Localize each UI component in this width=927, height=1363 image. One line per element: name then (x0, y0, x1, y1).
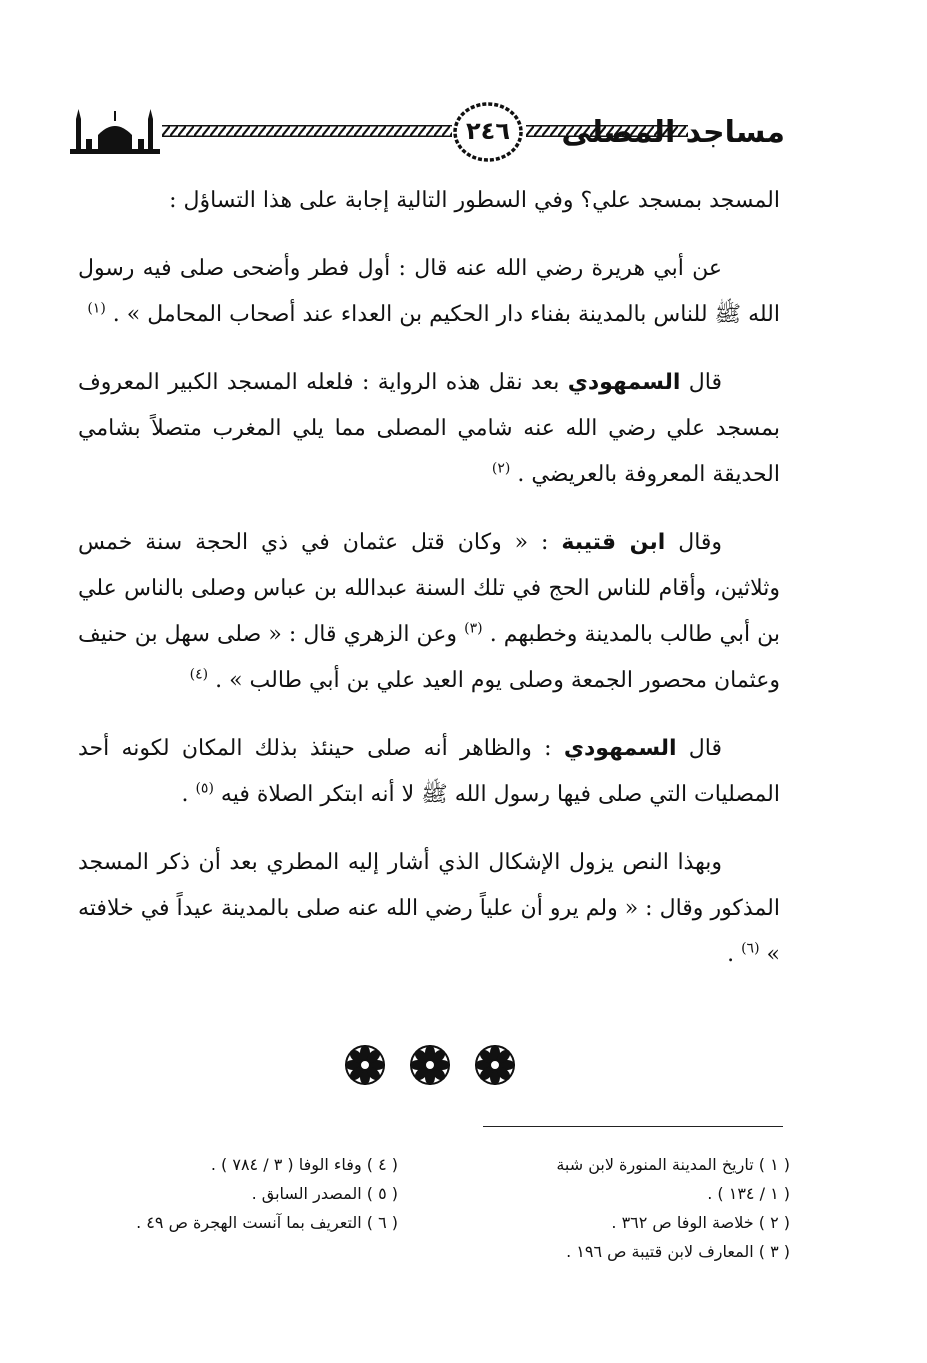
footnote-ref[interactable]: (٤) (189, 666, 209, 683)
author-name: السمهودي (567, 370, 681, 395)
mosque-icon (70, 105, 160, 157)
flower-icon (345, 1045, 385, 1085)
paragraph-lead: وقال (678, 530, 723, 555)
paragraph-tail: . (181, 782, 189, 807)
paragraph (78, 360, 780, 498)
author-name: السمهودي (563, 736, 677, 761)
footnote-item: ( ٣ ) المعارف لابن قتيبة ص ١٩٦ . (566, 1242, 790, 1261)
footnotes-right-column (460, 1150, 790, 1266)
book-title: مساجد المصلى (561, 115, 785, 150)
footnotes-left-column (88, 1150, 398, 1237)
flower-icon (475, 1045, 515, 1085)
footnote-item: ( ٤ ) وفاء الوفا ( ٣ / ٧٨٤ ) . (210, 1155, 398, 1174)
footnote-item: ( ٢ ) خلاصة الوفا ص ٣٦٢ . (611, 1213, 790, 1232)
paragraph (78, 178, 780, 224)
paragraph-text: عن أبي هريرة رضي الله عنه قال : أول فطر وأضحى صلى فيه رسول الله ﷺ للناس بالمدينة بفناء دار الحكيم بن العداء عند أصحاب المحامل » . (78, 256, 780, 327)
paragraph-text: وبهذا النص يزول الإشكال الذي أشار إليه المطري بعد أن ذكر المسجد المذكور وقال : « ولم يرو أن علياً رضي الله عنه صلى بالمدينة عيداً في خلافته » (78, 850, 780, 967)
footnote-ref[interactable]: (١) (87, 300, 106, 317)
paragraph-text: المسجد بمسجد علي؟ وفي السطور التالية إجابة على هذا التساؤل : (169, 188, 780, 213)
footnote-item: ( ٥ ) المصدر السابق . (251, 1184, 398, 1203)
paragraph-text: وعن الزهري قال : « صلى سهل بن حنيف وعثمان محصور الجمعة وصلى يوم العيد علي بن أبي طالب » . (78, 622, 780, 693)
paragraph (78, 246, 780, 338)
flower-ornaments (335, 1040, 525, 1090)
footnote-separator (483, 1126, 783, 1127)
page-number: ٢٤٦ (466, 117, 510, 145)
paragraph (78, 520, 780, 704)
footnotes (90, 1150, 790, 1270)
paragraph-text: : « وكان قتل عثمان في ذي الحجة سنة خمس وثلاثين، وأقام للناس الحج في تلك السنة عبدالله بن عباس وصلى بالناس علي بن أبي طالب بالمدينة وخطبهم . (78, 530, 781, 647)
footnote-ref[interactable]: (٥) (195, 780, 214, 797)
paragraph-text: : والظاهر أنه صلى حينئذ بذلك المكان لكونه أحد المصليات التي صلى فيها رسول الله ﷺ لا أنه ابتكر الصلاة فيه (78, 736, 780, 807)
footnote-ref[interactable]: (٦) (741, 940, 760, 957)
paragraph-lead: قال (688, 370, 722, 395)
paragraph (78, 840, 780, 978)
footnote-item: ( ١ ) تاريخ المدينة المنورة لابن شبة (556, 1155, 790, 1174)
paragraph (78, 726, 780, 818)
paragraph-text: بعد نقل هذه الرواية : فلعله المسجد الكبير المعروف بمسجد علي رضي الله عنه شامي المصلى مما يلي المغرب متصلاً بشامي الحديقة المعروفة بالعريضي . (78, 370, 780, 487)
footnote-ref[interactable]: (٢) (491, 460, 511, 477)
author-name: ابن قتيبة (561, 530, 666, 555)
flower-icon (410, 1045, 450, 1085)
footnote-ref[interactable]: (٣) (464, 620, 483, 637)
footnote-item: ( ٦ ) التعريف بما آنست الهجرة ص ٤٩ . (136, 1213, 398, 1232)
main-text (78, 178, 780, 1000)
paragraph-tail: . (727, 942, 735, 967)
rope-divider (162, 125, 452, 137)
footnote-item: ( ١ / ١٣٤ ) . (707, 1184, 790, 1203)
paragraph-lead: قال (688, 736, 722, 761)
